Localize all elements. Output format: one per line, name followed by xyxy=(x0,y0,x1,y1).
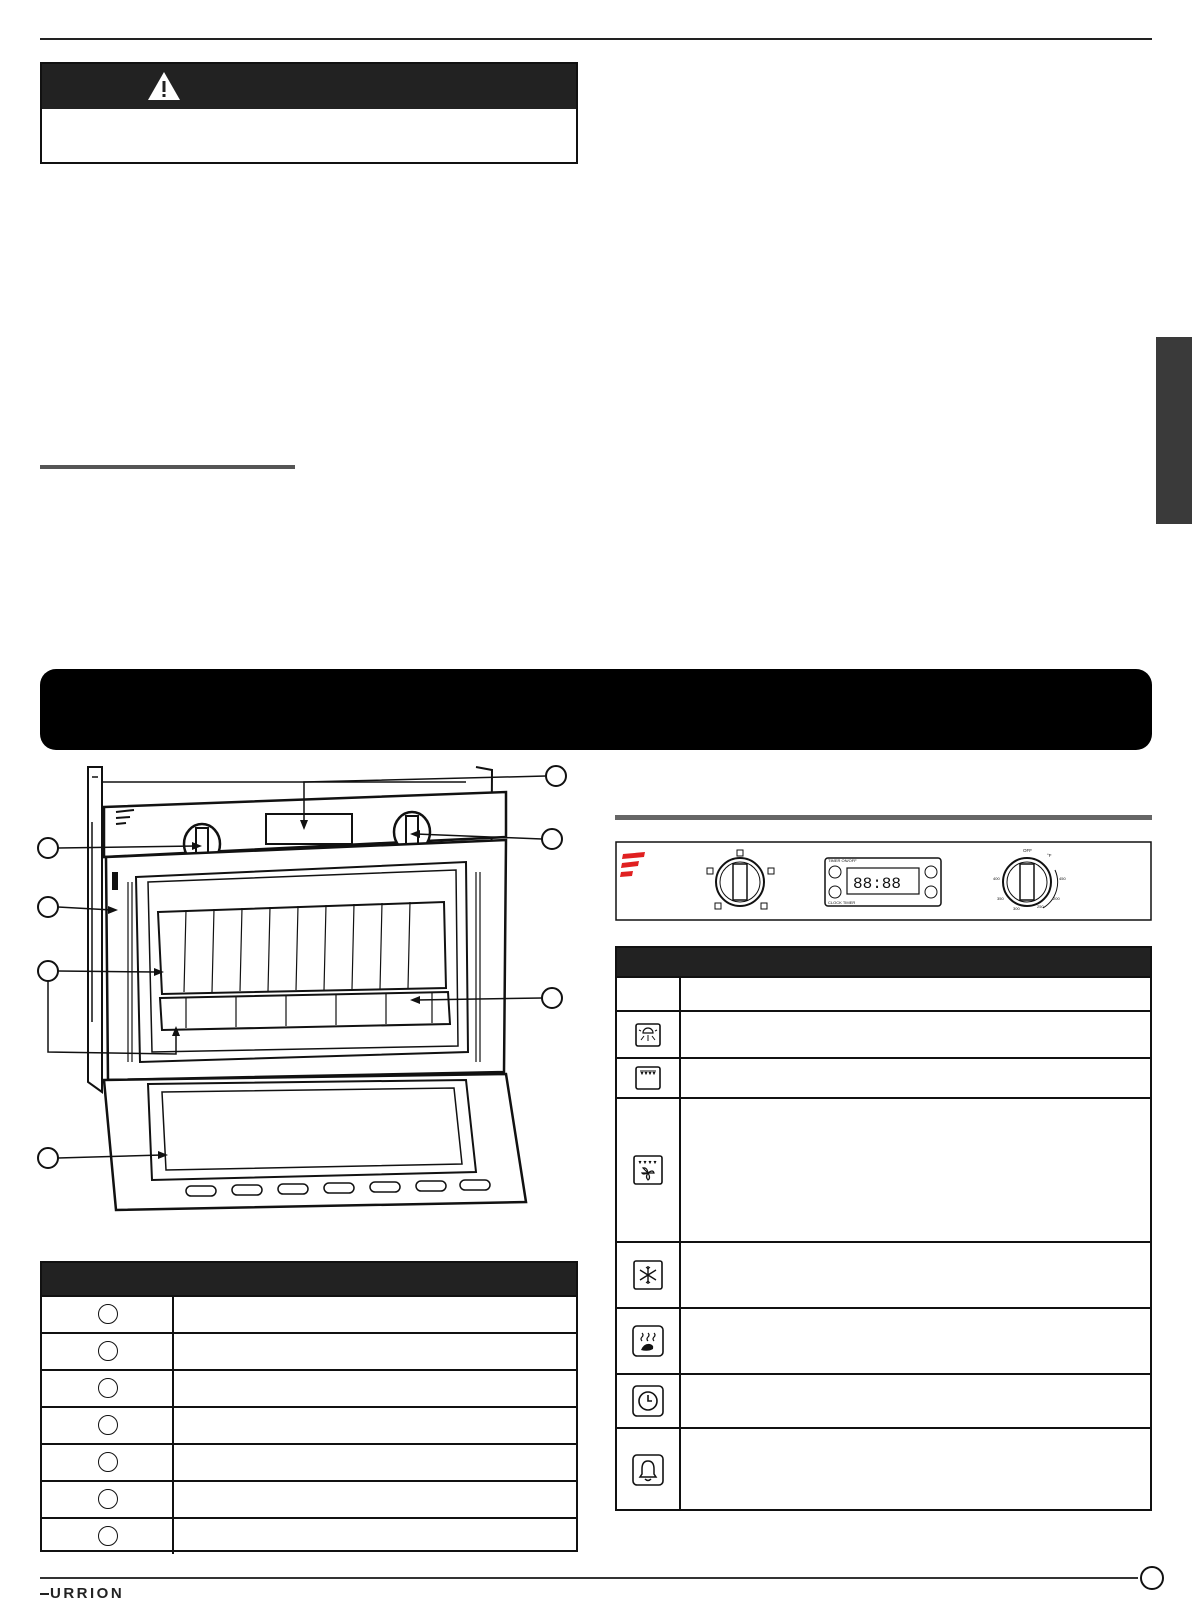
footer-brand-logo: URRION xyxy=(40,1585,124,1602)
table-row xyxy=(42,1295,576,1332)
svg-text:200: 200 xyxy=(1053,896,1060,901)
table-row xyxy=(617,1373,1150,1427)
callout-circle-left-knob xyxy=(38,838,58,858)
top-divider xyxy=(40,38,1152,40)
function-table xyxy=(615,946,1152,1511)
timer-display-module xyxy=(825,858,941,906)
part-number-circle xyxy=(98,1341,118,1361)
warning-triangle-icon xyxy=(146,70,182,102)
table-row xyxy=(42,1480,576,1517)
table-row xyxy=(617,1010,1150,1057)
table-row xyxy=(42,1517,576,1554)
part-number-circle xyxy=(98,1304,118,1324)
svg-text:450: 450 xyxy=(1059,876,1066,881)
section-underline xyxy=(40,465,295,469)
callout-circle-display xyxy=(546,766,566,786)
timer-onoff-label: TIMER ON/OFF xyxy=(828,858,857,863)
oven-light-icon xyxy=(635,1023,661,1047)
oven-door xyxy=(104,1074,526,1210)
table-row xyxy=(617,976,1150,1010)
table-row xyxy=(617,1307,1150,1373)
table-row xyxy=(617,1241,1150,1307)
callout-circle-door xyxy=(38,1148,58,1168)
control-panel-illustration xyxy=(615,840,1152,924)
bell-alarm-icon xyxy=(632,1454,664,1486)
svg-text:OFF: OFF xyxy=(1023,848,1032,853)
warning-box xyxy=(40,62,578,164)
footer-divider xyxy=(40,1577,1138,1579)
clock-icon xyxy=(632,1385,664,1417)
parts-table-header xyxy=(42,1263,576,1295)
section-banner xyxy=(40,669,1152,750)
svg-text:250: 250 xyxy=(1037,904,1044,909)
control-panel-underline xyxy=(615,815,1152,820)
table-row xyxy=(617,1097,1150,1241)
part-number-circle xyxy=(98,1489,118,1509)
table-row xyxy=(617,1427,1150,1511)
table-row xyxy=(42,1369,576,1406)
svg-text:°F: °F xyxy=(1047,853,1052,858)
warning-header xyxy=(42,64,576,109)
page-number-circle xyxy=(1140,1566,1164,1590)
part-number-circle xyxy=(98,1378,118,1398)
table-row xyxy=(42,1332,576,1369)
convection-fan-icon xyxy=(633,1155,663,1185)
clock-timer-label: CLOCK TIMER xyxy=(828,900,856,905)
timer-display-digits: 88:88 xyxy=(852,875,902,893)
part-number-circle xyxy=(98,1526,118,1546)
part-number-circle xyxy=(98,1452,118,1472)
top-heat-icon xyxy=(635,1066,661,1090)
callout-circle-right-knob xyxy=(542,829,562,849)
steam-clean-icon xyxy=(632,1325,664,1357)
table-row xyxy=(42,1406,576,1443)
callout-circle-rack-guide xyxy=(542,988,562,1008)
svg-text:300: 300 xyxy=(1013,906,1020,911)
svg-text:350: 350 xyxy=(997,896,1004,901)
callout-circle-racks xyxy=(38,961,58,981)
callout-circle-lamp xyxy=(38,897,58,917)
defrost-snowflake-icon xyxy=(633,1260,663,1290)
oven-illustration xyxy=(36,762,578,1242)
part-number-circle xyxy=(98,1415,118,1435)
table-row xyxy=(617,1057,1150,1097)
svg-text:400: 400 xyxy=(993,876,1000,881)
language-side-tab xyxy=(1156,337,1192,524)
parts-table xyxy=(40,1261,578,1552)
function-table-header xyxy=(617,948,1150,976)
table-row xyxy=(42,1443,576,1480)
